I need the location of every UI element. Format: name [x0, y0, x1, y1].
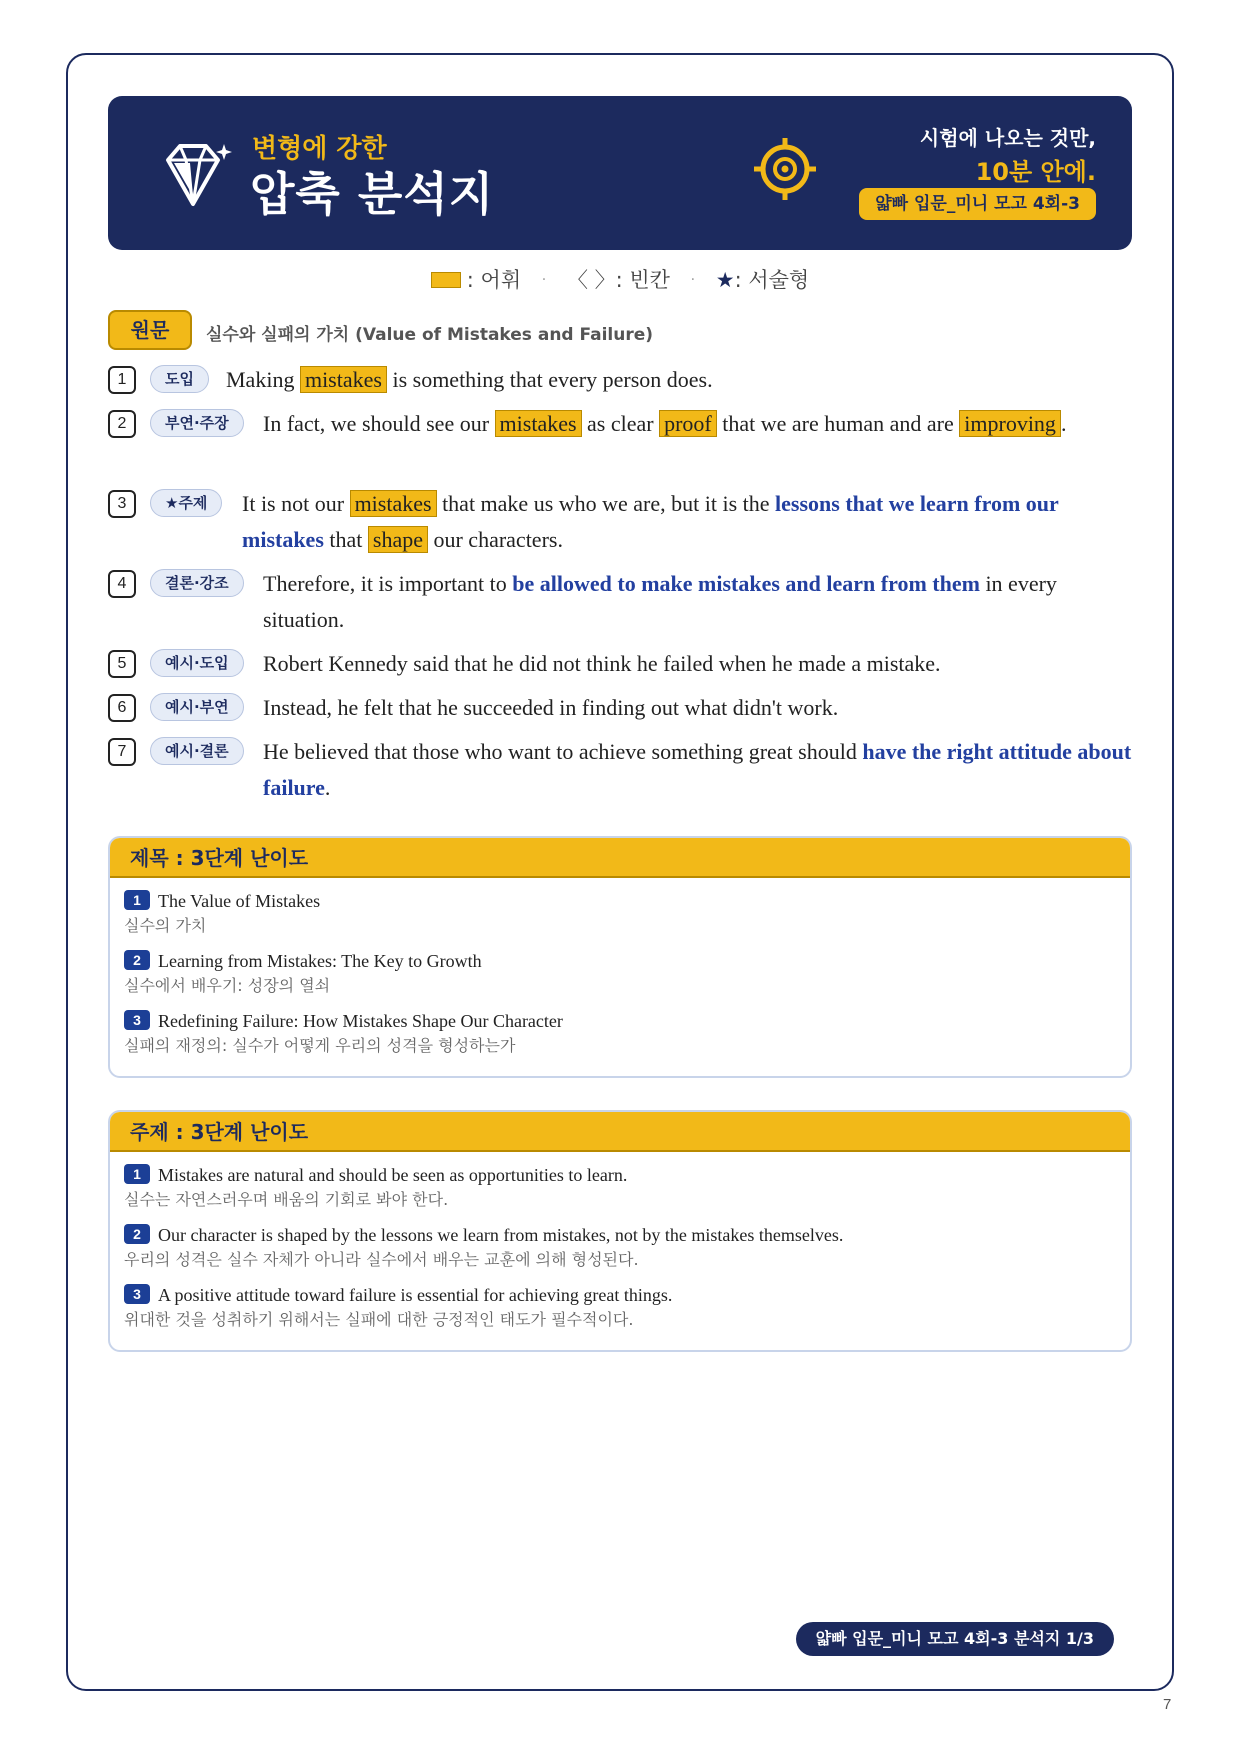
- vocab-highlight: mistakes: [300, 366, 387, 393]
- sentence-tag: ★주제: [150, 489, 222, 517]
- sentence-run: in every situation.: [263, 571, 1057, 632]
- legend-essay: : 서술형: [734, 268, 810, 292]
- sentence-run: is something that every person does.: [386, 367, 713, 392]
- item-number: 1: [124, 1164, 150, 1184]
- sentence-row: [108, 566, 1132, 638]
- tagline-line1: 시험에 나오는 것만,: [919, 126, 1096, 150]
- banner-subtitle: 변형에 강한: [252, 134, 387, 164]
- title-box-heading: 제목 : 3단계 난이도: [110, 838, 1130, 878]
- item-korean: 실패의 재정의: 실수가 어떻게 우리의 성격을 형성하는가: [124, 1036, 516, 1055]
- item-korean: 실수에서 배우기: 성장의 열쇠: [124, 976, 331, 995]
- sentence-run: our characters.: [427, 527, 563, 552]
- sentence-number: 1: [108, 366, 136, 394]
- item-number: 3: [124, 1284, 150, 1304]
- sentence-row: [108, 406, 1132, 478]
- sentence-text: [242, 486, 1132, 558]
- vocab-highlight: mistakes: [495, 410, 582, 437]
- list-item: [124, 1222, 1116, 1272]
- item-english: Our character is shaped by the lessons we learn from mistakes, not by the mistakes themselves.: [158, 1225, 844, 1245]
- item-number: 2: [124, 950, 150, 970]
- sentence-run: that make us who we are, but it is the: [436, 491, 776, 516]
- sentence-text: [263, 406, 1132, 442]
- legend-vocab: : 어휘: [466, 268, 522, 292]
- sentence-number: 5: [108, 650, 136, 678]
- sentence-run: that we are human and are: [716, 411, 960, 436]
- sentence-row: [108, 734, 1132, 806]
- sentence-text: [226, 362, 1132, 398]
- sentence-row: [108, 486, 1132, 558]
- sentence-run: In fact, we should see our: [263, 411, 495, 436]
- sentence-tag: 예시·부연: [150, 693, 244, 721]
- item-english: Mistakes are natural and should be seen as opportunities to learn.: [158, 1165, 628, 1185]
- list-item: [124, 948, 1116, 998]
- tagline-line2: 10분 안에.: [975, 158, 1096, 186]
- sentence-row: [108, 690, 1132, 730]
- legend: [0, 264, 1240, 294]
- item-number: 3: [124, 1010, 150, 1030]
- diamond-icon: [158, 138, 238, 218]
- source-badge: 원문: [108, 310, 192, 350]
- sentence-number: 7: [108, 738, 136, 766]
- sentence-row: [108, 362, 1132, 402]
- sentence-run: .: [324, 775, 331, 800]
- source-title: 실수와 실패의 가치 (Value of Mistakes and Failure): [206, 325, 654, 345]
- sentence-run: It is not our: [242, 491, 350, 516]
- vocab-highlight: mistakes: [350, 490, 437, 517]
- sentence-number: 2: [108, 410, 136, 438]
- series-badge: 얇빠 입문_미니 모고 4회-3: [859, 188, 1096, 220]
- sentence-run: Robert Kennedy said that he did not think he failed when he made a mistake.: [263, 651, 941, 676]
- sentence-run: Making: [226, 367, 300, 392]
- sentence-tag: 예시·도입: [150, 649, 244, 677]
- banner-title: 압축 분석지: [250, 167, 495, 221]
- page-number: 7: [1163, 1696, 1172, 1713]
- sentence-text: [263, 690, 1132, 726]
- header-banner: [108, 96, 1132, 250]
- sentence-tag: 결론·강조: [150, 569, 244, 597]
- sentence-text: [263, 734, 1132, 806]
- item-english: The Value of Mistakes: [158, 891, 321, 911]
- sentence-tag: 부연·주장: [150, 409, 244, 437]
- footer-badge: 얇빠 입문_미니 모고 4회-3 분석지 1/3: [796, 1622, 1114, 1656]
- sentence-tag: 예시·결론: [150, 737, 244, 765]
- sentence-number: 4: [108, 570, 136, 598]
- legend-separator: ·: [690, 272, 696, 288]
- sentence-run: Instead, he felt that he succeeded in finding out what didn't work.: [263, 695, 839, 720]
- legend-star-icon: ★: [715, 268, 735, 292]
- vocab-swatch-icon: [431, 272, 461, 288]
- sentence-number: 6: [108, 694, 136, 722]
- sentence-run: .: [1060, 411, 1067, 436]
- item-korean: 실수의 가치: [124, 916, 207, 935]
- sentence-run: as clear: [581, 411, 660, 436]
- legend-separator: ·: [541, 272, 547, 288]
- item-number: 1: [124, 890, 150, 910]
- item-english: A positive attitude toward failure is essential for achieving great things.: [158, 1285, 673, 1305]
- vocab-highlight: shape: [368, 526, 428, 553]
- list-item: [124, 1008, 1116, 1058]
- legend-blank-symbol: 〈 〉: [566, 268, 616, 292]
- sentence-run: He believed that those who want to achieve something great should: [263, 739, 863, 764]
- item-korean: 위대한 것을 성취하기 위해서는 실패에 대한 긍정적인 태도가 필수적이다.: [124, 1310, 634, 1329]
- key-phrase: be allowed to make mistakes and learn from them: [512, 571, 980, 596]
- sentence-text: [263, 566, 1132, 638]
- sentence-text: [263, 646, 1132, 682]
- list-item: [124, 888, 1116, 938]
- key-phrase: have the right attitude about failure: [263, 739, 1132, 800]
- item-korean: 실수는 자연스러우며 배움의 기회로 봐야 한다.: [124, 1190, 449, 1209]
- vocab-highlight: improving: [959, 410, 1061, 437]
- sentence-run: that: [323, 527, 368, 552]
- vocab-highlight: proof: [659, 410, 717, 437]
- list-item: [124, 1282, 1116, 1332]
- item-english: Redefining Failure: How Mistakes Shape Our Character: [158, 1011, 563, 1031]
- target-icon: [752, 136, 818, 202]
- sentence-run: Therefore, it is important to: [263, 571, 513, 596]
- sentence-tag: 도입: [150, 365, 209, 393]
- key-phrase: lessons that we learn from our mistakes: [242, 491, 1059, 552]
- topic-options-box: [108, 1110, 1132, 1352]
- list-item: [124, 1162, 1116, 1212]
- item-korean: 우리의 성격은 실수 자체가 아니라 실수에서 배우는 교훈에 의해 형성된다.: [124, 1250, 639, 1269]
- item-english: Learning from Mistakes: The Key to Growth: [158, 951, 482, 971]
- legend-blank: : 빈칸: [615, 268, 670, 292]
- title-options-box: [108, 836, 1132, 1078]
- sentence-number: 3: [108, 490, 136, 518]
- sentence-row: [108, 646, 1132, 686]
- topic-box-heading: 주제 : 3단계 난이도: [110, 1112, 1130, 1152]
- item-number: 2: [124, 1224, 150, 1244]
